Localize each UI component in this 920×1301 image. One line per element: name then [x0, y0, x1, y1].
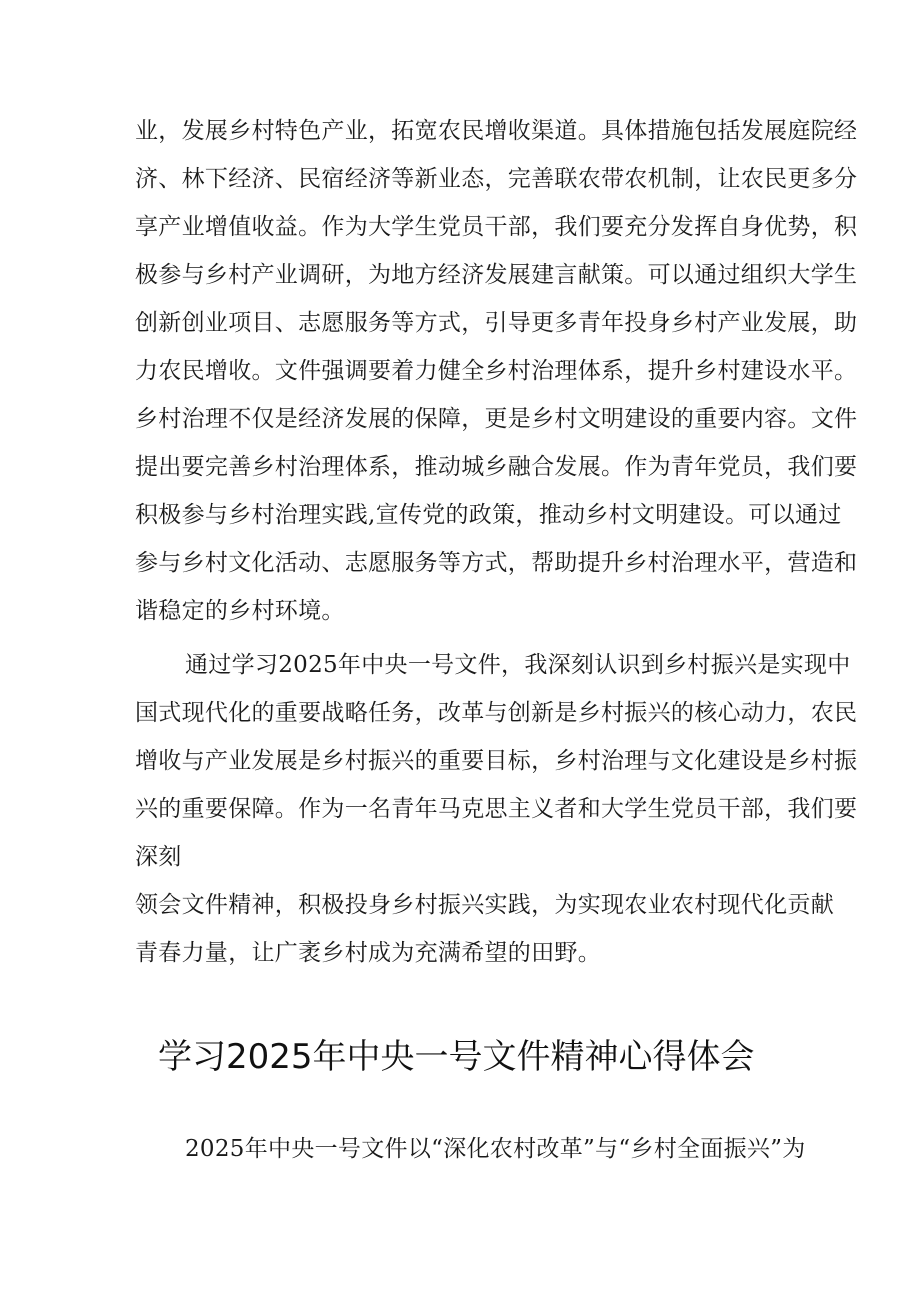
- paragraph-line: 积极参与乡村治理实践,宣传党的政策，推动乡村文明建设。可以通过: [135, 502, 842, 528]
- paragraph-line: 力农民增收。文件强调要着力健全乡村治理体系，提升乡村建设水平。: [135, 358, 858, 384]
- paragraph-line: 参与乡村文化活动、志愿服务等方式，帮助提升乡村治理水平，营造和: [135, 550, 858, 576]
- paragraph-line: 通过学习2025年中央一号文件，我深刻认识到乡村振兴是实现中: [185, 652, 851, 678]
- paragraph-line: 谐稳定的乡村环境。: [135, 598, 345, 624]
- paragraph-line: 增收与产业发展是乡村振兴的重要目标，乡村治理与文化建设是乡村振: [135, 748, 858, 774]
- paragraph-line: 国式现代化的重要战略任务，改革与创新是乡村振兴的核心动力，农民: [135, 700, 858, 726]
- paragraph-line: 青春力量，让广袤乡村成为充满希望的田野。: [135, 940, 601, 966]
- paragraph-line: 2025年中央一号文件以“深化农村改革”与“乡村全面振兴”为: [185, 1136, 806, 1162]
- paragraph-line: 提出要完善乡村治理体系，推动城乡融合发展。作为青年党员，我们要: [135, 454, 858, 480]
- paragraph-line: 乡村治理不仅是经济发展的保障，更是乡村文明建设的重要内容。文件: [135, 406, 858, 432]
- paragraph-line: 济、林下经济、民宿经济等新业态，完善联农带农机制，让农民更多分: [135, 166, 858, 192]
- paragraph-line: 极参与乡村产业调研，为地方经济发展建言献策。可以通过组织大学生: [135, 262, 858, 288]
- paragraph-line: 创新创业项目、志愿服务等方式，引导更多青年投身乡村产业发展，助: [135, 310, 858, 336]
- paragraph-line: 领会文件精神，积极投身乡村振兴实践，为实现农业农村现代化贡献: [135, 892, 834, 918]
- paragraph-line: 深刻: [135, 844, 182, 870]
- paragraph-line: 业，发展乡村特色产业，拓宽农民增收渠道。具体措施包括发展庭院经: [135, 118, 858, 144]
- paragraph-line: 兴的重要保障。作为一名青年马克思主义者和大学生党员干部，我们要: [135, 796, 858, 822]
- document-title: 学习2025年中央一号文件精神心得体会: [158, 1037, 755, 1077]
- paragraph-line: 享产业增值收益。作为大学生党员干部，我们要充分发挥自身优势，积: [135, 214, 858, 240]
